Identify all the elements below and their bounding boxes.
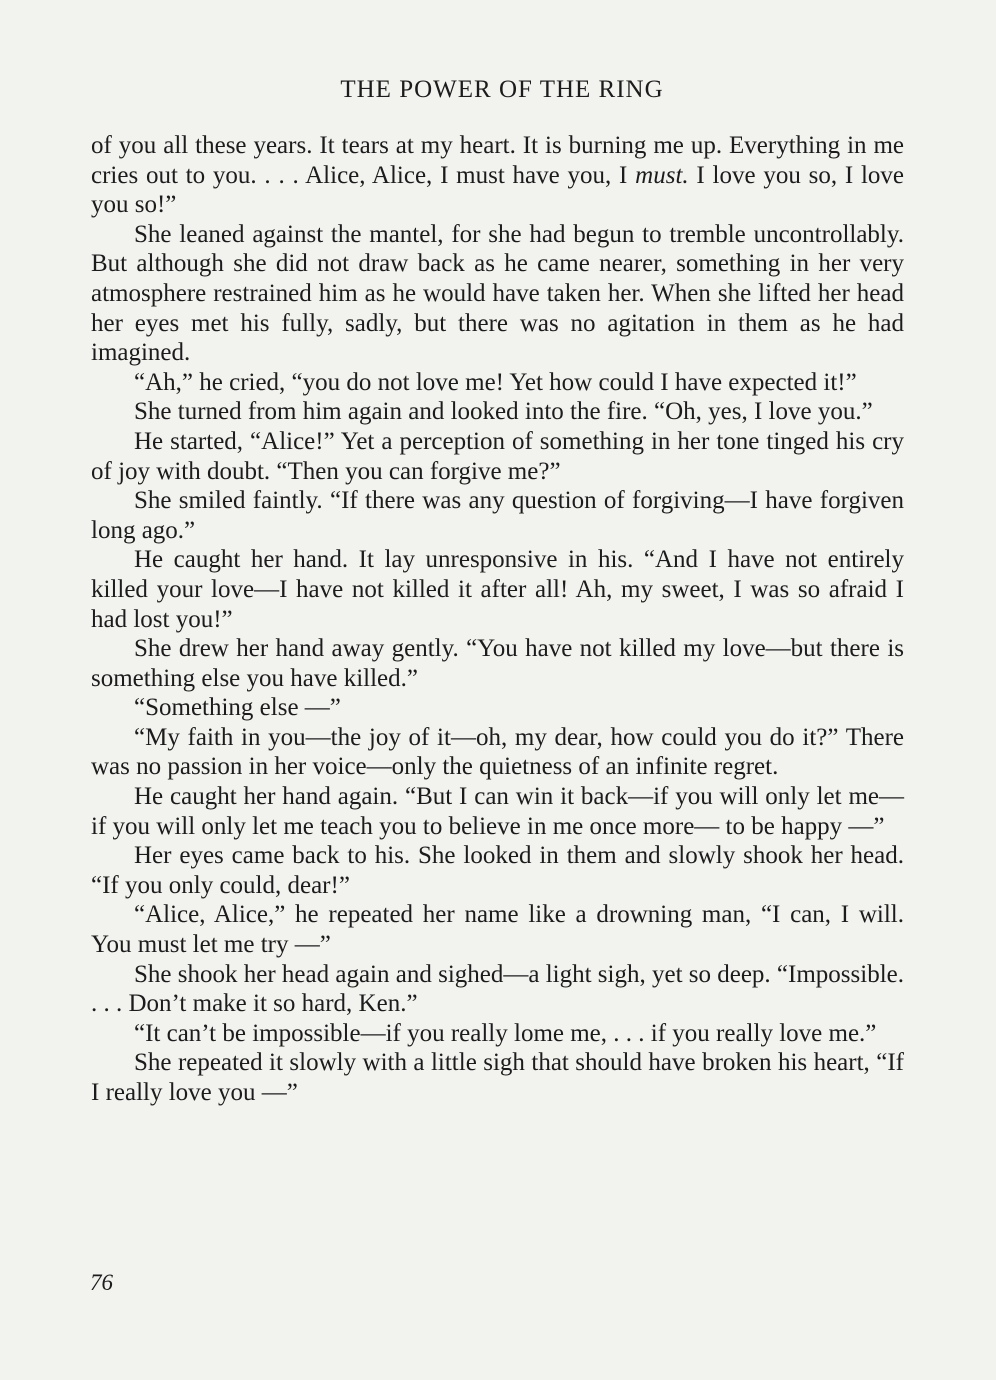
running-head: THE POWER OF THE RING — [340, 76, 664, 103]
paragraph-text: I love you so, I love you so!” — [91, 161, 904, 219]
paragraph: “Something else —” — [134, 694, 341, 722]
paragraph-continued — [91, 131, 904, 220]
paragraph: She repeated it slowly with a little sigh that should have broken his heart, “If I really love you —” — [91, 1049, 904, 1106]
page-number: 76 — [90, 1270, 113, 1295]
paragraph: She drew her hand away gently. “You have not killed my love—but there is something else you have killed.” — [91, 635, 904, 692]
emphasis-text: must. — [635, 161, 689, 189]
page-body — [91, 131, 904, 1108]
paragraph: He caught her hand again. “But I can win it back—if you will only let me—if you will only let me teach you to believe in me once more— to be happy —” — [91, 783, 904, 840]
paragraph: She shook her head again and sighed—a light sigh, yet so deep. “Impossible. . . . Don’t make it so hard, Ken.” — [91, 960, 904, 1018]
paragraph-text: of you all these years. It tears at my heart. It is burning me up. Everything in me cries out to you. . . . Alice, Alice, I must have you, I — [91, 132, 904, 189]
paragraph: “Alice, Alice,” he repeated her name like a drowning man, “I can, I will. You must let me try —” — [91, 901, 904, 959]
paragraph: He caught her hand. It lay unresponsive in his. “And I have not entirely killed your love—I have not killed it after all! Ah, my sweet, I was so afraid I had lost you!” — [91, 546, 904, 633]
paragraph: “My faith in you—the joy of it—oh, my dear, how could you do it?” There was no passion in her voice—only the quietness of an infinite regret. — [91, 723, 904, 781]
paragraph: She leaned against the mantel, for she had begun to tremble uncontrollably. But although she did not draw back as he came nearer, something in her very atmosphere restrained him as he would have taken her. When she lifted her head her eyes met his fully, sadly, but there was no agitation in them as he had imagined. — [91, 220, 904, 367]
paragraph: He started, “Alice!” Yet a perception of something in her tone tinged his cry of joy with doubt. “Then you can forgive me?” — [91, 427, 904, 485]
paragraph: Her eyes came back to his. She looked in them and slowly shook her head. “If you only could, dear!” — [91, 842, 904, 899]
paragraph: She smiled faintly. “If there was any question of forgiving—I have forgiven long ago.” — [91, 487, 904, 544]
paragraph: “It can’t be impossible—if you really lome me, . . . if you really love me.” — [134, 1019, 877, 1047]
paragraph: She turned from him again and looked into the fire. “Oh, yes, I love you.” — [134, 398, 873, 426]
paragraph: “Ah,” he cried, “you do not love me! Yet how could I have expected it!” — [134, 368, 857, 396]
